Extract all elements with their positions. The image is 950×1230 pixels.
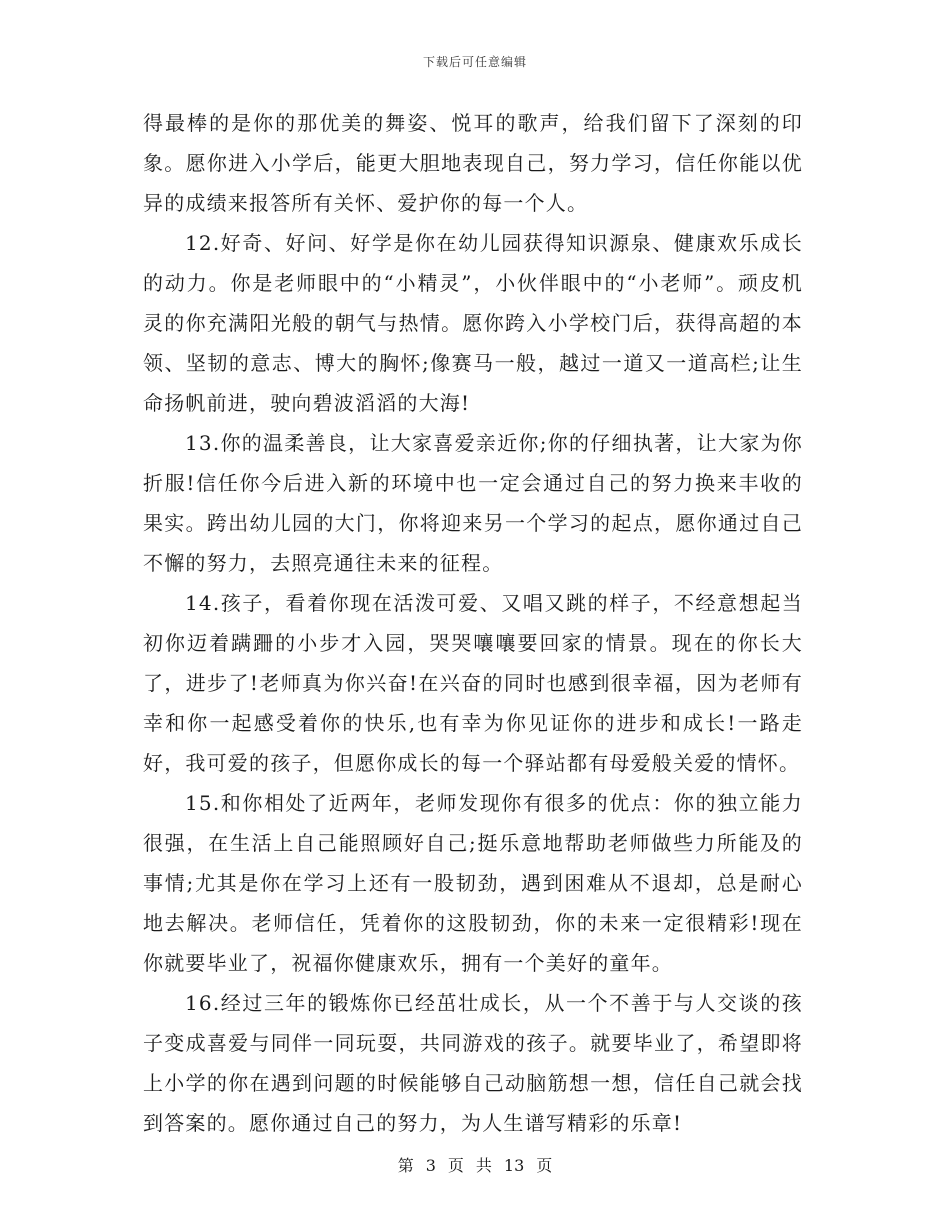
footer-label-page: 第 [397, 1156, 414, 1175]
footer-current-page: 3 [425, 1156, 436, 1175]
footer-total-pages: 13 [503, 1156, 525, 1175]
paragraph-13: 13.你的温柔善良，让大家喜爱亲近你;你的仔细执著，让大家为你折服!信任你今后进入新的环境中也一定会通过自己的努力换来丰收的果实。跨出幼儿园的大门，你将迎来另一个学习的起点，愿你通过自己不懈的努力，去照亮通往未来的征程。 [143, 431, 803, 575]
document-body [143, 103, 803, 1143]
paragraph-continued: 得最棒的是你的那优美的舞姿、悦耳的歌声，给我们留下了深刻的印象。愿你进入小学后，能更大胆地表现自己，努力学习，信任你能以优异的成绩来报答所有关怀、爱护你的每一个人。 [143, 111, 803, 215]
page-number-footer [0, 1155, 950, 1177]
paragraph-16: 16.经过三年的锻炼你已经茁壮成长，从一个不善于与人交谈的孩子变成喜爱与同伴一同玩耍，共同游戏的孩子。就要毕业了，希望即将上小学的你在遇到问题的时候能够自己动脑筋想一想，信任自己就会找到答案的。愿你通过自己的努力，为人生谱写精彩的乐章! [143, 991, 803, 1135]
paragraph-15: 15.和你相处了近两年，老师发现你有很多的优点：你的独立能力很强，在生活上自己能照顾好自己;挺乐意地帮助老师做些力所能及的事情;尤其是你在学习上还有一股韧劲，遇到困难从不退却，总是耐心地去解决。老师信任，凭着你的这股韧劲，你的未来一定很精彩!现在你就要毕业了，祝福你健康欢乐，拥有一个美好的童年。 [143, 791, 803, 975]
paragraph-14: 14.孩子，看着你现在活泼可爱、又唱又跳的样子，不经意想起当初你迈着蹒跚的小步才入园，哭哭嚷嚷要回家的情景。现在的你长大了，进步了!老师真为你兴奋!在兴奋的同时也感到很幸福，因为老师有幸和你一起感受着你的快乐,也有幸为你见证你的进步和成长!一路走好，我可爱的孩子，但愿你成长的每一个驿站都有母爱般关爱的情怀。 [143, 591, 803, 775]
header-note: 下载后可任意编辑 [422, 55, 527, 69]
paragraph-12: 12.好奇、好问、好学是你在幼儿园获得知识源泉、健康欢乐成长的动力。你是老师眼中的“小精灵”，小伙伴眼中的“小老师”。顽皮机灵的你充满阳光般的朝气与热情。愿你跨入小学校门后，获得高超的本领、坚韧的意志、博大的胸怀;像赛马一般，越过一道又一道高栏;让生命扬帆前进，驶向碧波滔滔的大海! [143, 231, 803, 415]
footer-label-total-unit: 页 [536, 1156, 553, 1175]
footer-label-page-unit: 页 [447, 1156, 464, 1175]
footer-label-total: 共 [475, 1156, 492, 1175]
